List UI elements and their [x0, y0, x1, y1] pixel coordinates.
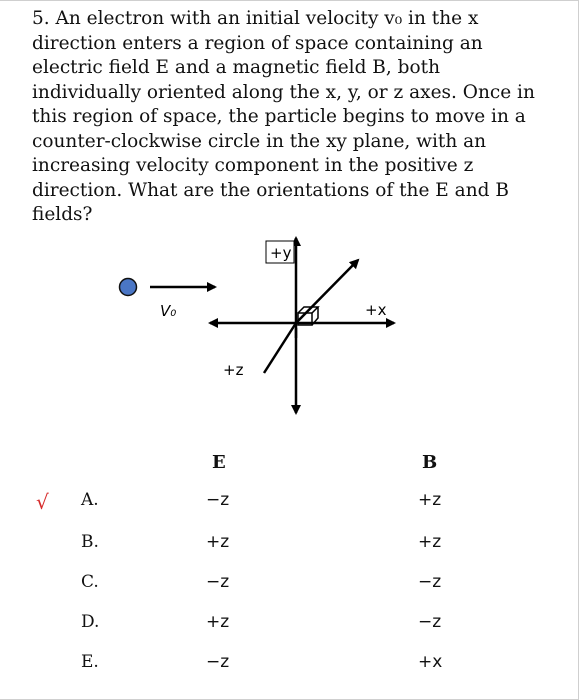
answer-row-e[interactable]: [0, 652, 580, 678]
electron-icon: [120, 279, 137, 296]
answer-b-value: −z: [418, 572, 442, 592]
column-header-b: B: [422, 452, 438, 473]
answer-row-c[interactable]: [0, 572, 580, 598]
y-axis-label: +y: [270, 244, 292, 262]
answer-b-value: +z: [418, 490, 442, 510]
answer-b-value: +z: [418, 532, 442, 552]
answer-row-d[interactable]: [0, 612, 580, 638]
question-text: 5. An electron with an initial velocity v₀ in the x direction enters a region of space containing an electric field E and a magnetic field B, both individually oriented along the x, y, or z axes. Once in this region of space, the particle begins to move in a counter-clockwise circle in the xy plane, with an increasing velocity component in the positive z direction. What are the orientations of the E and B fields?: [32, 8, 535, 225]
z-axis-label: +z: [223, 361, 244, 379]
answer-letter: A.: [81, 490, 99, 510]
answer-row-a[interactable]: [0, 490, 580, 516]
answer-e-value: +z: [206, 612, 230, 632]
answer-e-value: −z: [206, 490, 230, 510]
answer-letter: C.: [81, 572, 99, 592]
answer-e-value: −z: [206, 652, 230, 672]
answer-b-value: +x: [418, 652, 443, 672]
x-axis-label: +x: [365, 301, 387, 319]
column-header-e: E: [212, 452, 226, 473]
correct-check-icon: √: [36, 490, 49, 514]
z-axis: [264, 323, 296, 373]
answer-letter: B.: [81, 532, 99, 552]
v0-label: V₀: [160, 302, 177, 320]
answer-letter: D.: [81, 612, 100, 632]
field-diagram: [0, 228, 580, 428]
answer-b-value: −z: [418, 612, 442, 632]
answer-row-b[interactable]: [0, 532, 580, 558]
answer-letter: E.: [81, 652, 99, 672]
answer-e-value: −z: [206, 572, 230, 592]
answer-e-value: +z: [206, 532, 230, 552]
